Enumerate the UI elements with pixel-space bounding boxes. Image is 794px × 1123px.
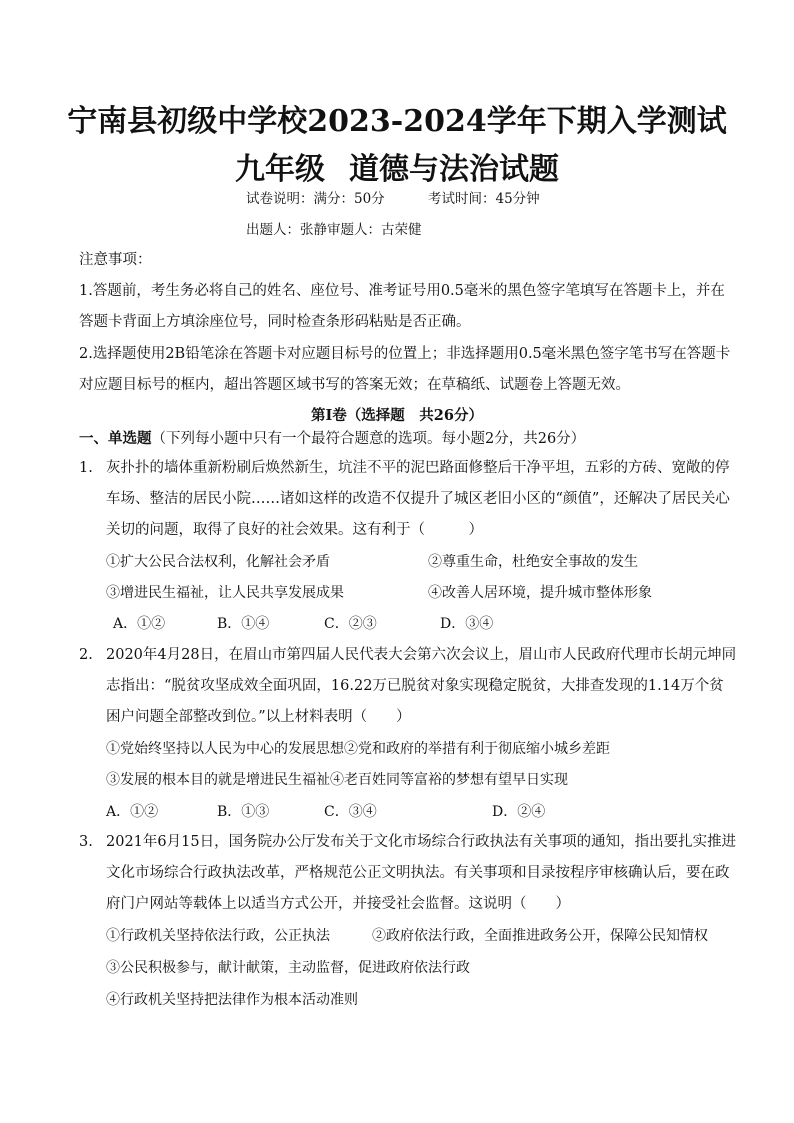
question-1-choice-b[interactable]: B．①④ (217, 616, 270, 632)
question-2-choice-a[interactable]: A．①② (106, 804, 159, 820)
question-3-line: 2021年6月15日，国务院办公厅发布关于文化市场综合行政执法有关事项的通知，指出要扎实推进 (106, 834, 737, 850)
question-number: 2. (79, 647, 93, 663)
question-2-choice-b[interactable]: B．①③ (217, 804, 270, 820)
notice-heading: 注意事项： (79, 252, 152, 268)
question-1-line: 关切的问题，取得了良好的社会效果。这有利于（ ） (106, 522, 483, 538)
exam-score-info: 试卷说明：满分：50分 (246, 191, 385, 207)
question-3-line: 文化市场综合行政执法改革，严格规范公正文明执法。有关事项和目录按程序审核确认后，要在政 (106, 865, 730, 881)
exam-title: 宁南县初级中学校2023-2024学年下期入学测试 (67, 104, 727, 139)
exam-time-info: 考试时间：45分钟 (428, 191, 540, 207)
subject-label: 道德与法治试题 (349, 152, 559, 187)
section-title: 第Ⅰ卷（选择题 共26分） (311, 407, 483, 424)
question-1-item: ②尊重生命，杜绝安全事故的发生 (428, 554, 638, 570)
question-number: 1. (79, 460, 93, 476)
question-3-item: ①行政机关坚持依法行政，公正执法 (106, 928, 330, 944)
question-1-choice-a[interactable]: A．①② (113, 616, 166, 632)
question-1-line: 车场、整洁的居民小院……诸如这样的改造不仅提升了城区老旧小区的“颜值”，还解决了居民关心 (106, 491, 730, 507)
question-1-item: ④改善人居环境，提升城市整体形象 (428, 585, 652, 601)
question-2-line: 困户问题全部整改到位。”以上材料表明（ ） (106, 709, 411, 725)
question-1-item: ③增进民生福祉，让人民共享发展成果 (106, 585, 344, 601)
question-3-item: ②政府依法行政，全面推进政务公开，保障公民知情权 (372, 928, 708, 944)
question-2-choice-d[interactable]: D．②④ (492, 804, 546, 820)
grade-label: 九年级 (235, 152, 325, 187)
question-1-choice-c[interactable]: C．②③ (324, 616, 377, 632)
exam-subtitle (0, 144, 794, 188)
exam-authors: 出题人：张静审题人：古荣健 (246, 222, 422, 238)
part-heading (79, 429, 585, 449)
question-2-line: 2020年4月28日，在眉山市第四届人民代表大会第六次会议上，眉山市人民政府代理市长胡元坤同 (106, 647, 737, 663)
question-1-line: 灰扑扑的墙体重新粉刷后焕然新生，坑洼不平的泥巴路面修整后干净平坦，五彩的方砖、宽敞的停 (106, 460, 730, 476)
notice-item2-line2: 对应题目标号的框内，超出答题区域书写的答案无效；在草稿纸、试题卷上答题无效。 (79, 377, 630, 393)
question-3-item: ④行政机关坚持把法律作为根本活动准则 (106, 992, 358, 1008)
question-2-item: ①党始终坚持以人民为中心的发展思想②党和政府的举措有利于彻底缩小城乡差距 (106, 741, 610, 757)
question-2-choice-c[interactable]: C．③④ (324, 804, 377, 820)
question-2-line: 志指出：“脱贫攻坚成效全面巩固，16.22万已脱贫对象实现稳定脱贫，大排查发现的1.14万个贫 (106, 678, 724, 694)
part-desc: （下列每小题中只有一个最符合题意的选项。每小题2分，共26分） (151, 431, 586, 447)
question-1-choice-d[interactable]: D．③④ (440, 616, 494, 632)
question-1-item: ①扩大公民合法权利，化解社会矛盾 (106, 554, 330, 570)
notice-item2-line1: 2.选择题使用2B铅笔涂在答题卡对应题目标号的位置上；非选择题用0.5毫米黑色签字笔书写在答题卡 (79, 346, 731, 362)
part-label: 一、单选题 (79, 430, 152, 447)
notice-item1-line2: 答题卡背面上方填涂座位号，同时检查条形码粘贴是否正确。 (79, 314, 471, 330)
question-number: 3. (79, 834, 93, 850)
question-3-item: ③公民积极参与，献计献策，主动监督，促进政府依法行政 (106, 960, 470, 976)
notice-item1-line1: 1.答题前，考生务必将自己的姓名、座位号、准考证号用0.5毫米的黑色签字笔填写在答题卡上，并在 (79, 283, 725, 299)
question-2-item: ③发展的根本目的就是增进民生福祉④老百姓同等富裕的梦想有望早日实现 (106, 772, 568, 788)
question-3-line: 府门户网站等载体上以适当方式公开，并接受社会监督。这说明（ ） (106, 896, 570, 912)
